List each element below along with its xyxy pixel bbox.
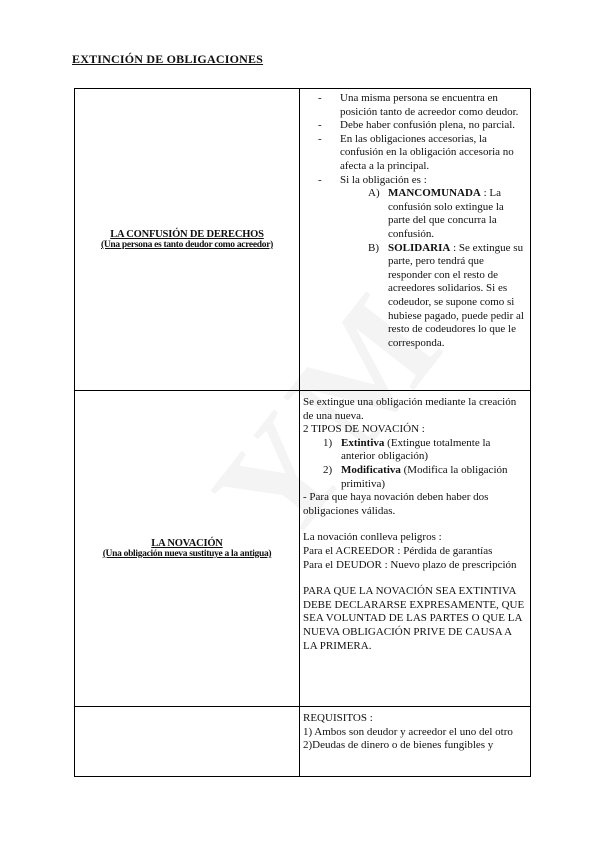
requirement-item: 2)Deudas de dinero o de bienes fungibles y	[303, 739, 494, 752]
novation-caps-statement: PARA QUE LA NOVACIÓN SEA EXTINTIVA DEBE DECLARARSE EXPRESAMENTE, QUE SEA VOLUNTAD DE LAS PARTES O QUE LA NUEVA OBLIGACIÓN PRIVE DE CAUSA A LA PRIMERA.	[303, 585, 525, 652]
sublist-term: MANCOMUNADA	[388, 187, 481, 200]
sublist	[340, 187, 526, 350]
list-term: Modificativa	[341, 463, 401, 476]
list-term: Extintiva	[341, 436, 385, 449]
list-text: (Extingue totalmente la anterior obligación)	[341, 436, 491, 463]
sublist-term: SOLIDARIA	[388, 241, 451, 254]
row-label-title: LA NOVACIÓN	[151, 538, 223, 549]
sublist-marker: A)	[368, 187, 380, 200]
row-body-cell	[300, 707, 531, 777]
list-text: (Modifica la obligación primitiva)	[341, 463, 508, 490]
sublist-item	[370, 242, 526, 351]
confusion-list	[300, 89, 530, 352]
novation-types-list	[303, 437, 526, 491]
novation-types-heading: 2 TIPOS DE NOVACIÓN :	[303, 423, 425, 436]
list-item-text: Si la obligación es :	[340, 173, 427, 186]
document-title: EXTINCIÓN DE OBLIGACIONES	[72, 52, 264, 66]
novation-dangers-heading: La novación conlleva peligros :	[303, 531, 442, 544]
row-body-cell	[300, 391, 531, 707]
list-item	[323, 464, 526, 491]
obligations-table	[74, 88, 531, 777]
sublist-text: : La confusión solo extingue la parte del que concurra la confusión.	[388, 187, 504, 240]
list-marker: 1)	[323, 436, 333, 449]
sublist-text: : Se extingue su parte, pero tendrá que responder con el resto de acreedores solidarios. Si es codeudor, se supone como si hubiese pagado, puede pedir al resto de codeudores lo que le corresponda.	[388, 241, 524, 349]
requirement-item: 1) Ambos son deudor y acreedor el uno del otro	[303, 725, 513, 738]
row-label-cell	[75, 707, 300, 777]
row-label-title: LA CONFUSIÓN DE DERECHOS	[110, 229, 264, 240]
list-item	[318, 174, 526, 351]
danger-creditor: Para el ACREEDOR : Pérdida de garantías	[303, 544, 493, 557]
list-item: - Una misma persona se encuentra en posición tanto de acreedor como deudor.	[318, 92, 526, 119]
row-label-subtitle: (Una persona es tanto deudor como acreedor)	[101, 240, 273, 250]
requirements-heading: REQUISITOS :	[303, 712, 373, 724]
table-row	[75, 391, 531, 707]
row-label-subtitle: (Una obligación nueva sustituye a la antigua)	[102, 549, 272, 559]
row-label-cell	[75, 391, 300, 707]
novation-intro: Se extingue una obligación mediante la creación de una nueva.	[303, 396, 517, 422]
sublist-marker: B)	[368, 241, 379, 254]
table-row	[75, 707, 531, 777]
list-marker: 2)	[323, 463, 333, 476]
novation-note: - Para que haya novación deben haber dos obligaciones válidas.	[303, 491, 489, 517]
danger-debtor: Para el DEUDOR : Nuevo plazo de prescripción	[303, 558, 517, 571]
table-row	[75, 89, 531, 391]
list-item: - En las obligaciones accesorias, la confusión en la obligación accesoria no afecta a la principal.	[318, 133, 526, 174]
list-item: - Debe haber confusión plena, no parcial.	[318, 119, 526, 133]
list-item	[323, 437, 526, 464]
row-label-cell	[75, 89, 300, 391]
sublist-item	[370, 187, 526, 241]
row-body-cell	[300, 89, 531, 391]
